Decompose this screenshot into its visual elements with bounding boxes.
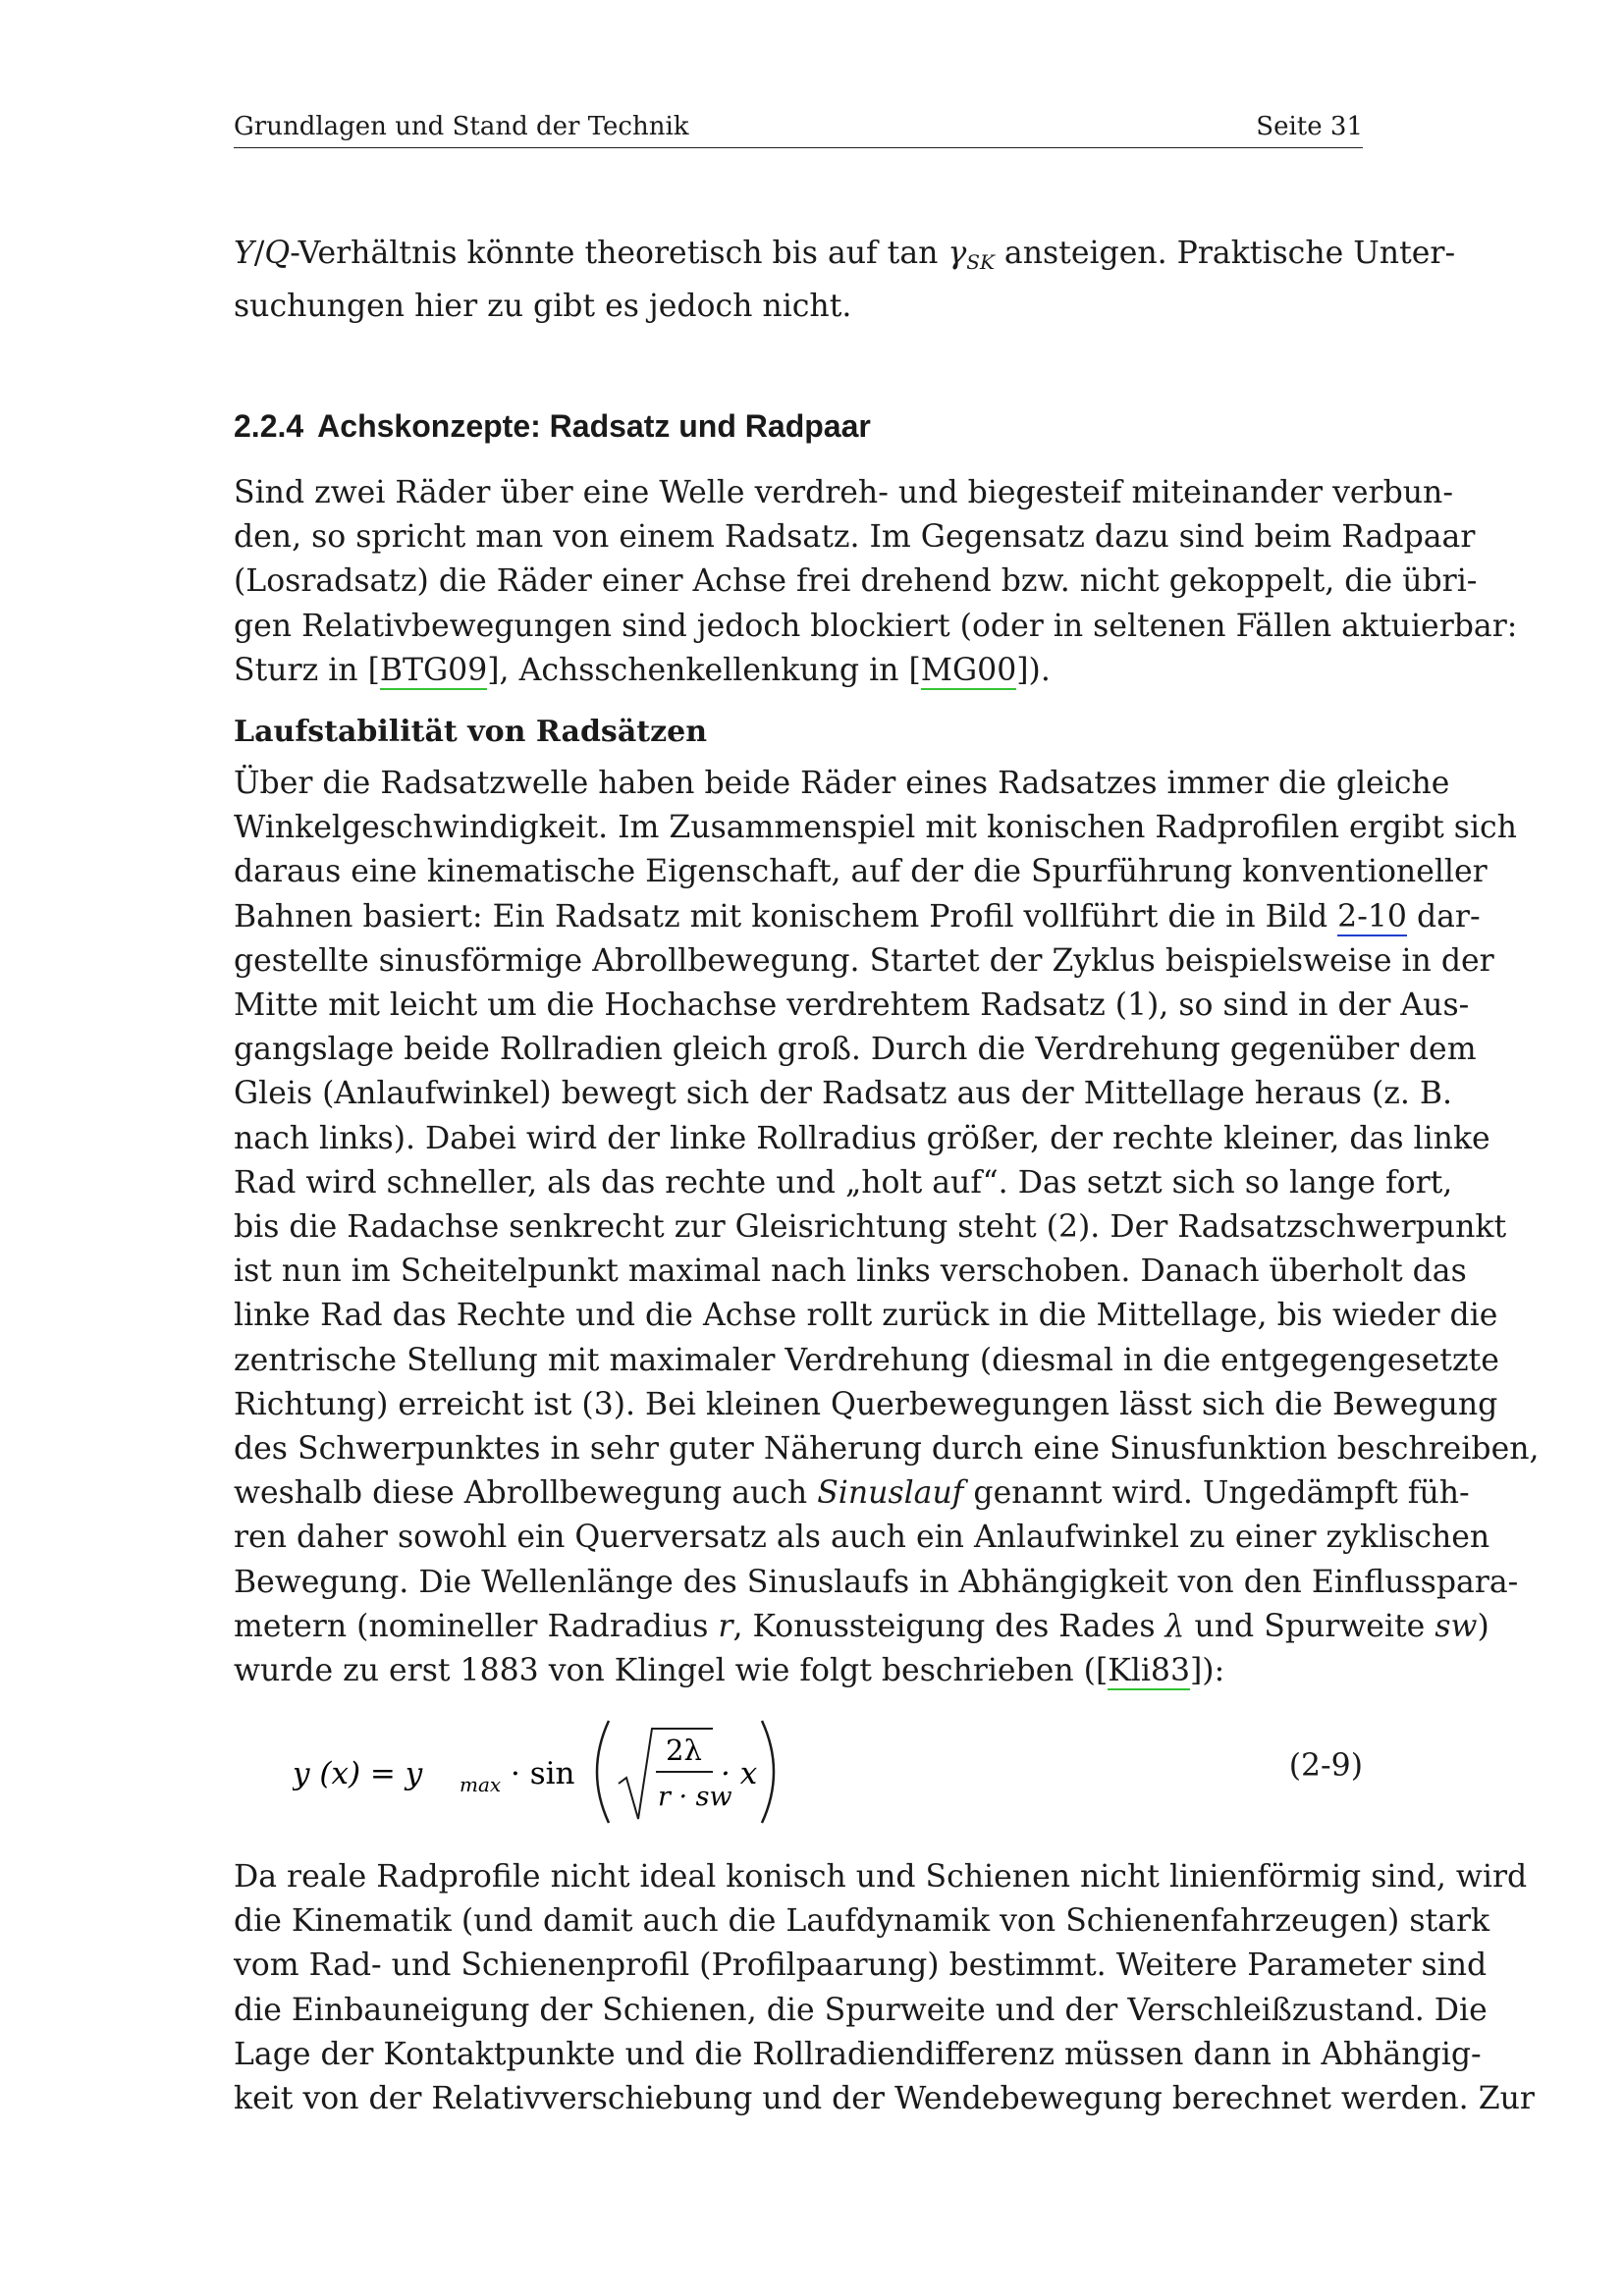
text-fragment: weshalb diese Abrollbewegung auch [234,1475,818,1512]
text-line: zentrische Stellung mit maximaler Verdrehung (diesmal in die entgegengesetzte [234,1342,1499,1378]
text-line [234,895,1481,939]
paragraph-radprofile [234,1855,1535,2121]
subheading-laufstabilitaet: Laufstabilität von Radsätzen [234,715,708,749]
citation-mg00[interactable]: MG00 [920,652,1017,688]
text-line [234,1649,1363,1693]
text-line: Über die Radsatzwelle haben beide Räder eines Radsatzes immer die gleiche [234,766,1450,801]
intro-text-b: ansteigen. Praktische Unter- [994,236,1456,271]
text-line: Richtung) erreicht ist (3). Bei kleinen Querbewegungen lässt sich die Bewegung [234,1386,1498,1422]
math-gamma-sub: SK [966,250,995,274]
text-line: den, so spricht man von einem Radsatz. Im Gegensatz dazu sind beim Radpaar [234,519,1476,556]
text-line: Mitte mit leicht um die Hochachse verdrehtem Radsatz (1), so sind in der Aus- [234,988,1470,1024]
text-line: linke Rad das Rechte und die Achse rollt zurück in die Mittellage, bis wieder die [234,1298,1498,1334]
intro-paragraph [234,232,1456,329]
equation-2-9 [234,1713,1363,1831]
text-line: keit von der Relativverschiebung und der Wendebewegung berechnet werden. Zur [234,2081,1535,2117]
text-fragment: Bahnen basiert: Ein Radsatz mit konischem Profil vollführt die in Bild [234,898,1338,934]
text-fragment: ], Achsschenkellenkung in [ [487,652,921,688]
text-line: Da reale Radprofile nicht ideal konisch und Schienen nicht linienförmig sind, wird [234,1859,1528,1895]
eq-left-paren [597,1721,609,1823]
section-number: 2.2.4 [234,408,304,444]
text-fragment: dar- [1406,898,1481,934]
text-line: des Schwerpunktes in sehr guter Näherung durch eine Sinusfunktion beschreiben, [234,1431,1540,1468]
section-heading [234,408,871,445]
text-line: vom Rad- und Schienenprofil (Profilpaarung) bestimmt. Weitere Parameter sind [234,1948,1488,1984]
text-line [234,649,1363,693]
text-line: gangslage beide Rollradien gleich groß. Durch die Verdrehung gegenüber dem [234,1032,1477,1068]
running-header [234,108,1363,148]
text-line: Winkelgeschwindigkeit. Im Zusammenspiel mit konischen Radprofilen ergibt sich [234,810,1517,846]
eq-times-x: · x [721,1756,758,1791]
text-fragment: genannt wird. Ungedämpft füh- [963,1475,1470,1512]
text-line: Bewegung. Die Wellenlänge des Sinuslaufs in Abhängigkeit von den Einflusspara- [234,1564,1519,1600]
math-gamma: γ [947,236,967,271]
header-page-number: Seite 31 [1256,112,1363,141]
equation-formula [293,1713,803,1831]
text-line: Sind zwei Räder über eine Welle verdreh- und biegesteif miteinander verbun- [234,475,1453,510]
text-line: ren daher sowohl ein Querversatz als auch ein Anlaufwinkel zu einer zyklischen [234,1520,1490,1556]
text-fragment: metern (nomineller Radradius [234,1608,719,1644]
text-line: gen Relativbewegungen sind jedoch blockiert (oder in seltenen Fällen aktuierbar: [234,608,1518,644]
text-line: Lage der Kontaktpunkte und die Rollradiendifferenz müssen dann in Abhängig- [234,2036,1482,2072]
citation-btg09[interactable]: BTG09 [379,652,488,688]
text-fragment: wurde zu erst 1883 von Klingel wie folgt beschrieben ([ [234,1653,1109,1689]
math-q: Q [264,236,291,271]
text-line: Rad wird schneller, als das rechte und „holt auf“. Das setzt sich so lange fort, [234,1164,1453,1201]
text-line: Gleis (Anlaufwinkel) bewegt sich der Radsatz aus der Mittellage heraus (z. B. [234,1076,1453,1112]
eq-lhs-sub: max [460,1773,502,1796]
text-fragment: und Spurweite [1184,1608,1435,1644]
intro-line-2: suchungen hier zu gibt es jedoch nicht. [234,289,852,325]
eq-sin: · sin [511,1756,575,1791]
math-lambda: λ [1164,1608,1185,1644]
paragraph-laufstabilitaet [234,762,1540,1693]
text-line: (Losradsatz) die Räder einer Achse frei drehend bzw. nicht gekoppelt, die übri- [234,563,1478,600]
intro-text-a: -Verhältnis könnte theoretisch bis auf tan [290,236,939,271]
text-line: die Kinematik (und damit auch die Laufdynamik von Schienenfahrzeugen) stark [234,1903,1490,1940]
citation-kli83[interactable]: Kli83 [1108,1653,1191,1689]
text-fragment: ]): [1190,1653,1225,1689]
text-fragment: , Konussteigung des Rades [732,1608,1165,1644]
header-chapter-title: Grundlagen und Stand der Technik [234,112,689,141]
intro-line-1: Y/Q-Verhältnis könnte theoretisch bis auf $\tan \gamma_{SK}$ ansteigen. Praktische Unter- [234,236,1456,274]
text-line: bis die Radachse senkrecht zur Gleisrichtung steht (2). Der Radsatzschwerpunkt [234,1209,1507,1246]
equation-number: (2-9) [1288,1748,1363,1784]
text-fragment: Sturz in [ [234,652,380,688]
eq-lhs: y (x) = y [293,1756,423,1791]
emphasis-sinuslauf: Sinuslauf [817,1475,964,1512]
figure-reference-2-10[interactable]: 2-10 [1337,898,1407,934]
eq-denominator: r · sw [658,1782,732,1812]
text-line [234,1471,1470,1516]
text-fragment: ]). [1016,652,1051,688]
math-r: r [718,1608,733,1644]
text-line: gestellte sinusförmige Abrollbewegung. Startet der Zyklus beispielsweise in der [234,942,1494,979]
math-y: Y [234,236,254,271]
paragraph-achskonzepte [234,471,1518,693]
eq-right-paren [762,1721,774,1823]
math-sw: sw [1435,1608,1478,1644]
text-line: nach links). Dabei wird der linke Rollradius größer, der rechte kleiner, das linke [234,1120,1490,1156]
text-line [234,1605,1489,1649]
section-title: Achskonzepte: Radsatz und Radpaar [317,408,871,444]
eq-numerator: 2λ [666,1734,702,1767]
text-line: daraus eine kinematische Eigenschaft, auf der die Spurführung konventioneller [234,854,1488,890]
text-line: ist nun im Scheitelpunkt maximal nach links verschoben. Danach überholt das [234,1254,1467,1290]
text-line: die Einbauneigung der Schienen, die Spurweite und der Verschleißzustand. Die [234,1992,1488,2028]
text-fragment: ) [1477,1608,1489,1644]
